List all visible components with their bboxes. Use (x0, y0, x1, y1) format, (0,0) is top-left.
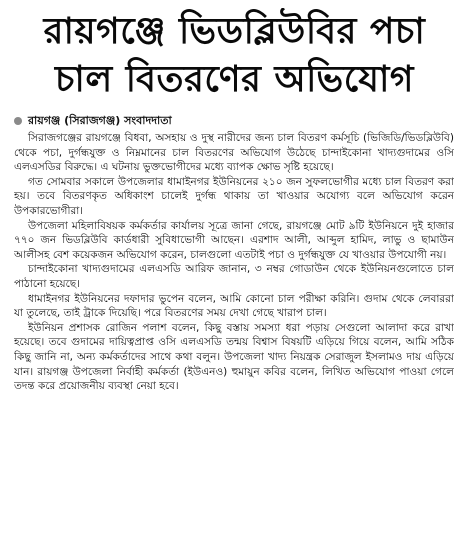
byline (14, 113, 454, 129)
paragraph: চান্দাইকোনা খাদ্যগুদামের এলএসডি আরিফ জানান, ৩ নম্বর গোডাউন থেকে ইউনিয়নগুলোতে চাল পাঠানো হয়েছে। (14, 263, 454, 290)
headline-line-2: চাল বিতরণের অভিযোগ (55, 59, 414, 100)
headline-line-1: রায়গঞ্জে ভিডব্লিউবির পচা (43, 11, 426, 52)
paragraph: সিরাজগঞ্জের রায়গঞ্জে বিধবা, অসহায় ও দুস্থ নারীদের জন্য চাল বিতরণ কর্মসূচি (ভিজিডি/ভিডব্লিউবি) থেকে পচা, দুর্গন্ধযুক্ত ও নিম্নমানের চাল বিতরণের অভিযোগ উঠেছে চান্দাইকোনা খাদ্যগুদামের ওসি এলএসডির বিরুদ্ধে। এ ঘটনায় ভুক্তভোগীদের মধ্যে ব্যাপক ক্ষোভ সৃষ্টি হয়েছে। (14, 132, 454, 174)
article-body (14, 131, 454, 541)
bullet-icon (14, 117, 22, 125)
paragraph: ইউনিয়ন প্রশাসক রোজিন পলাশ বলেন, কিছু বস্তায় সমস্যা ধরা পড়ায় সেগুলো আলাদা করে রাখা হয়েছে। তবে গুদামের দায়িত্বপ্রাপ্ত ওসি এলএসডি তন্ময় বিশ্বাস বিষয়টি এড়িয়ে গিয়ে বলেন, আমি সঠিক কিছু জানি না, অন্য কর্মকর্তাদের সাথে কথা বলুন। উপজেলা খাদ্য নিয়ন্ত্রক সেরাজুল ইসলামও দায় এড়িয়ে যান। রায়গঞ্জ উপজেলা নির্বাহী কর্মকর্তা (ইউএনও) হুমায়ুন কবির বলেন, লিখিত অভিযোগ পাওয়া গেলে তদন্ত করে প্রয়োজনীয় ব্যবস্থা নেয়া হবে। (14, 321, 454, 393)
paragraph: গত সোমবার সকালে উপজেলার ধামাইনগর ইউনিয়নের ২১০ জন সুফলভোগীর মধ্যে চাল বিতরণ করা হয়। তবে বিতরণকৃত অধিকাংশ চালেই দুর্গন্ধ থাকায় তা খাওয়ার অযোগ্য বলে অভিযোগ করেন উপকারভোগীরা। (14, 175, 454, 217)
paragraph: ধামাইনগর ইউনিয়নের দফাদার ভুপেন বলেন, আমি কোনো চাল পরীক্ষা করিনি। গুদাম থেকে লেবাররা যা তুলেছে, তাই ট্রাকে দিয়েছি। পরে বিতরণের সময় দেখা গেছে খারাপ চাল। (14, 292, 454, 320)
paragraph: উপজেলা মহিলাবিষয়ক কর্মকর্তার কার্যালয় সূত্রে জানা গেছে, রায়গঞ্জে মোট ৯টি ইউনিয়নে দুই হাজার ৭৭০ জন ভিডব্লিউবি কার্ডধারী সুবিধাভোগী আছেন। এরশাদ আলী, আব্দুল হামিদ, লাভু ও ছামাউন আলীসহ বেশ কয়েকজন অভিযোগ করেন, চালগুলো এতটাই পচা ও দুর্গন্ধযুক্ত যে খাওয়ার উপযোগী নয়। (14, 219, 454, 261)
headline (10, 8, 459, 104)
byline-text: রায়গঞ্জ (সিরাজগঞ্জ) সংবাদদাতা (28, 113, 172, 127)
